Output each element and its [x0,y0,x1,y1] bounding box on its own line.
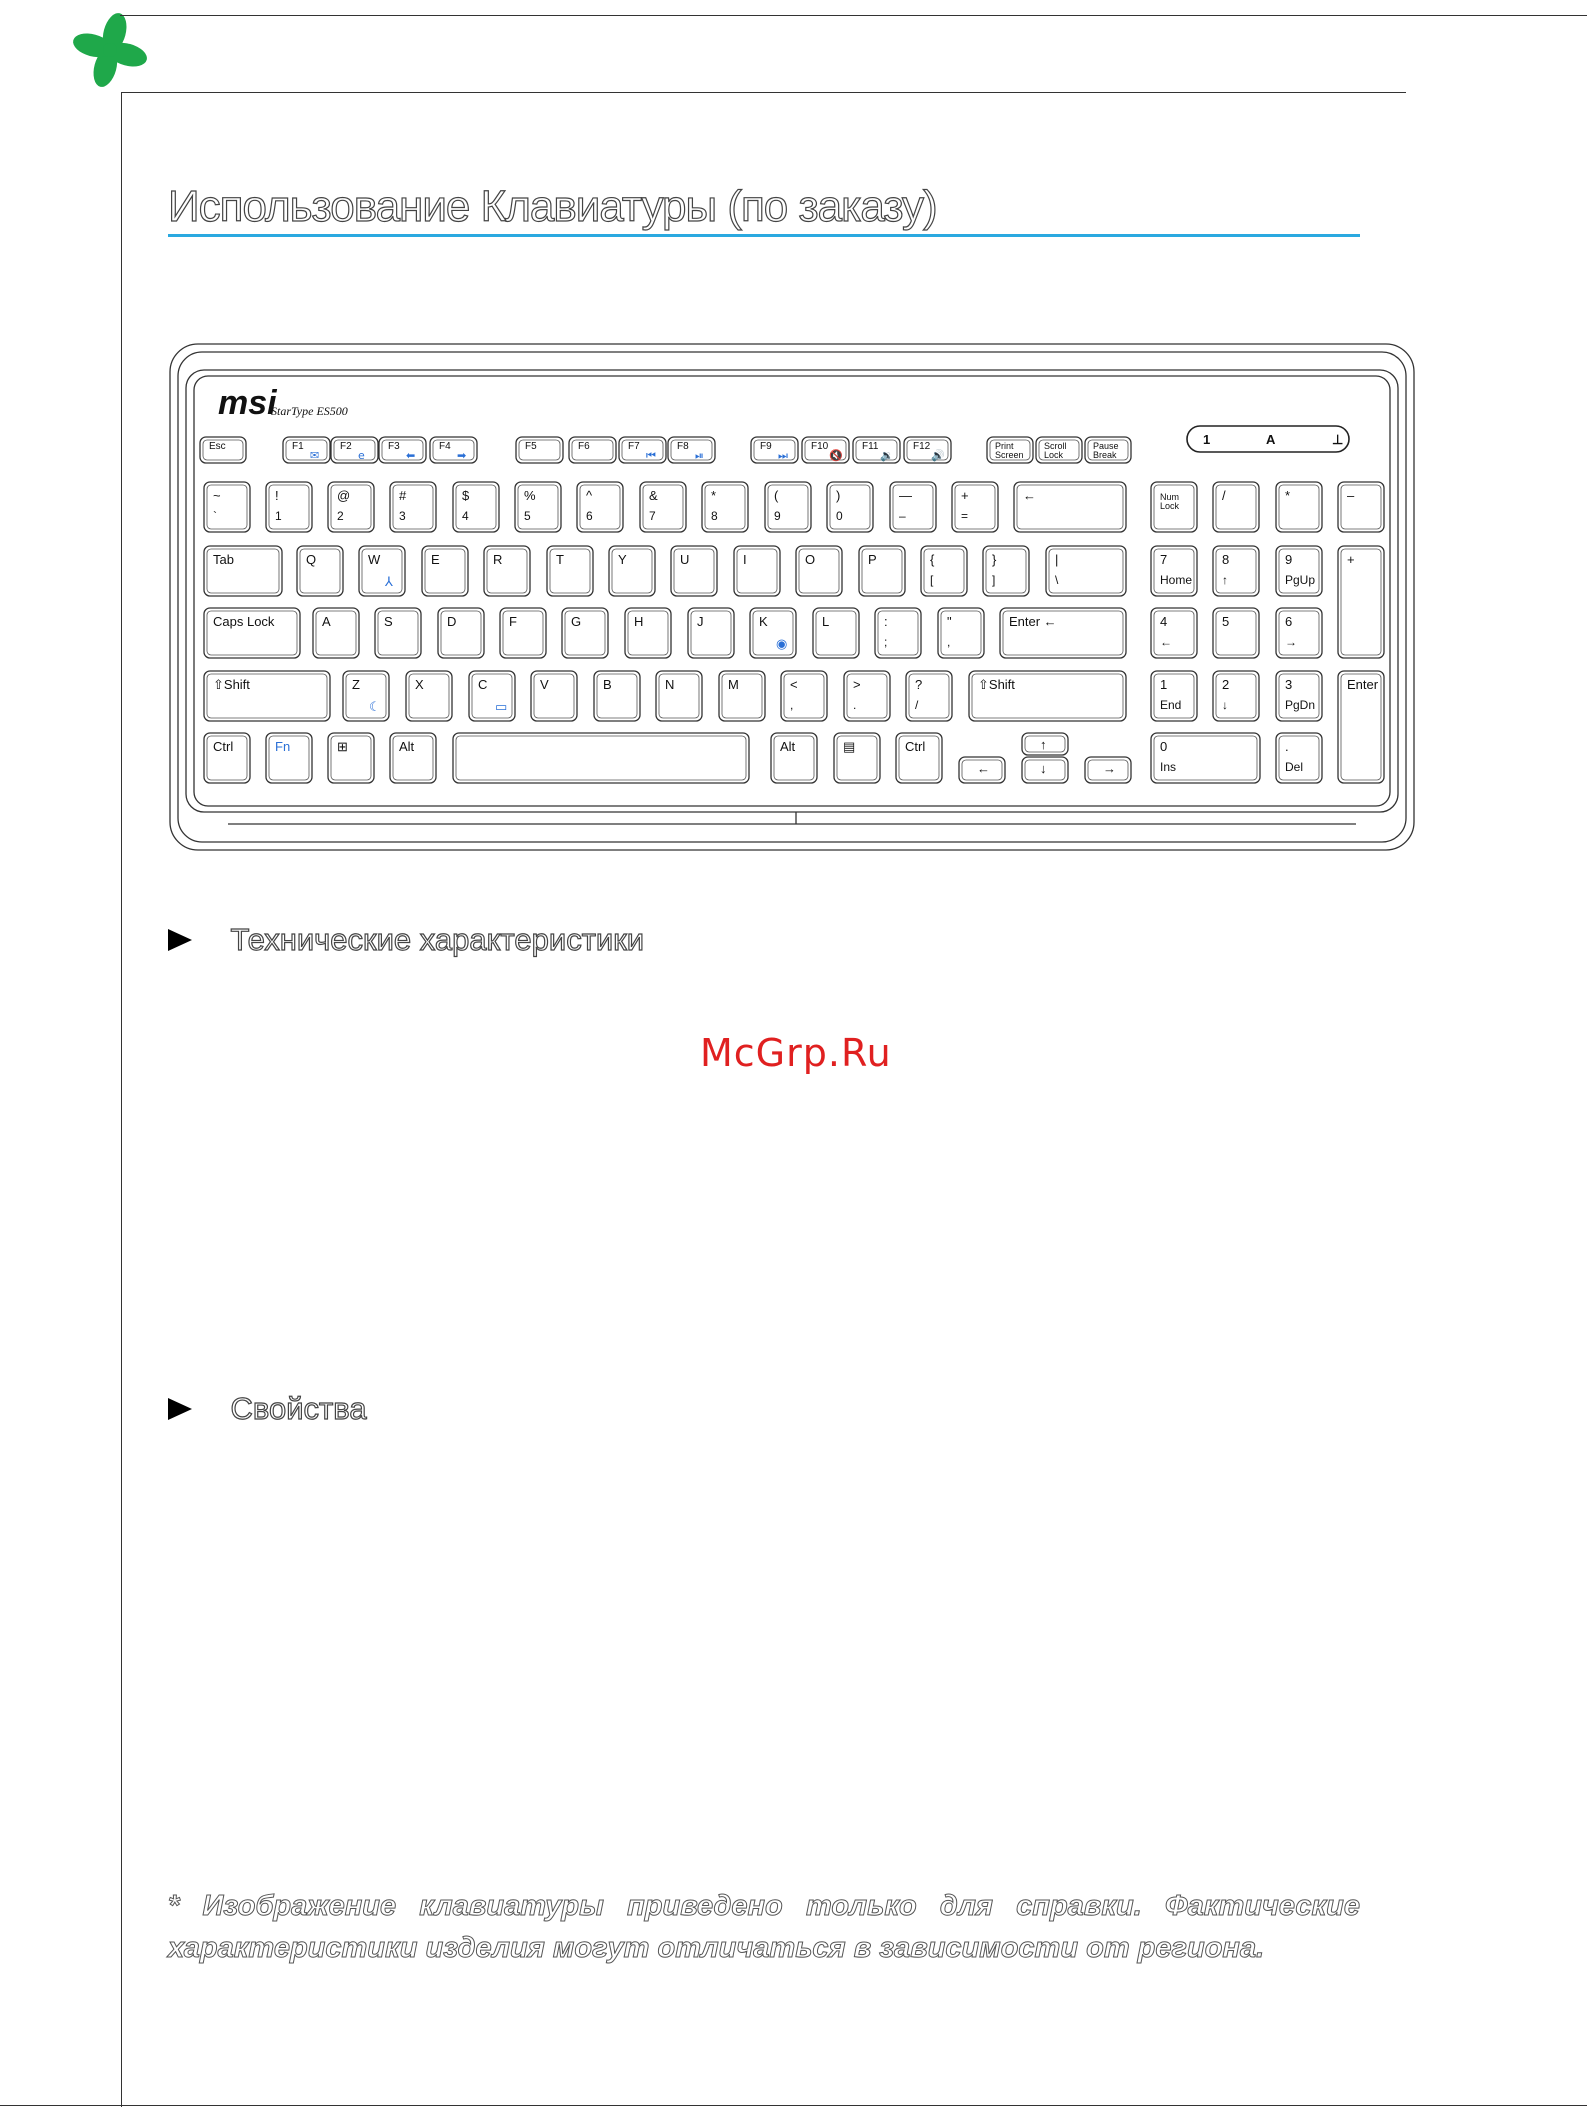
key-label: M [728,677,739,692]
keyboard-key [594,671,640,721]
keyboard-key [469,671,515,721]
keyboard-key [422,546,468,596]
key-label: ⊞ [337,739,348,754]
keyboard-key [983,546,1029,596]
keyboard-key [688,608,734,658]
key-label: + [1347,552,1355,567]
key-sublabel: ← [1160,635,1172,649]
key-function-icon: 🔉 [880,449,894,462]
key-label: Tab [213,552,234,567]
key-sublabel: 8 [711,509,718,523]
key-label: F7 [628,441,640,452]
key-label: " [947,614,952,629]
key-sublabel: ` [213,509,217,523]
key-label: I [743,552,747,567]
key-sublabel: – [899,509,906,523]
key-label: Num [1160,492,1180,502]
keyboard-key [390,482,436,532]
keyboard-key [1022,757,1068,783]
key-label: Print [995,441,1014,451]
key-label: Screen [995,450,1024,460]
key-sublabel: [ [930,573,934,587]
key-label: ) [836,488,841,503]
keyboard-key [515,482,561,532]
key-label: ← [977,761,990,776]
key-sublabel: 3 [399,509,406,523]
key-label: @ [337,488,351,503]
key-label: * [1285,488,1291,503]
keyboard-key [500,608,546,658]
key-label: 9 [1285,552,1293,567]
key-sublabel: 7 [649,509,656,523]
key-label: 6 [1285,614,1293,629]
key-label: S [384,614,393,629]
section-arrow-icon [168,1398,192,1420]
keyboard-illustration [168,342,1416,852]
key-label: F6 [578,441,590,452]
key-label: Enter ← [1009,614,1057,629]
key-label: Y [618,552,627,567]
key-sublabel: End [1160,698,1182,712]
key-sublabel: 1 [275,509,282,523]
key-label: A [322,614,331,629]
key-label: $ [462,488,470,503]
key-label: G [571,614,582,629]
key-label: Ctrl [905,739,926,754]
keyboard-key [1085,437,1131,463]
key-sublabel: 9 [774,509,781,523]
key-label: 8 [1222,552,1230,567]
key-function-icon: 🔇 [829,449,843,462]
keyboard-key [904,437,951,463]
key-function-icon: ☾ [369,700,381,715]
key-label: D [447,614,457,629]
key-label: + [961,488,969,503]
keyboard-key [844,671,890,721]
keyboard-key [438,608,484,658]
keyboard-key [1213,546,1259,596]
key-sublabel: PgDn [1285,698,1316,712]
keyboard-key [859,546,905,596]
key-label: ▤ [843,739,856,754]
key-label: 5 [1222,614,1230,629]
key-label: Caps Lock [213,614,275,629]
key-label: > [853,677,861,692]
key-label: 0 [1160,739,1168,754]
key-label: 7 [1160,552,1168,567]
key-label: – [1347,488,1355,503]
keyboard-key [1151,671,1197,721]
key-label: Scroll [1044,441,1067,451]
keyboard-key [328,482,374,532]
key-label: K [759,614,768,629]
key-label: Fn [275,739,291,754]
key-label: J [697,614,704,629]
keyboard-key [969,671,1126,721]
key-label: Alt [399,739,415,754]
key-label: F1 [292,441,304,452]
keyboard-key [297,546,343,596]
keyboard-key [343,671,389,721]
keyboard-key [1276,733,1322,783]
key-label: Break [1093,450,1117,460]
key-label: : [884,614,888,629]
section-specs-title: Технические характеристики [230,922,645,957]
key-label: ( [774,488,779,503]
keyboard-key [1213,608,1259,658]
key-label: ~ [213,488,221,503]
keyboard-key [406,671,452,721]
key-label: ^ [586,488,593,503]
key-label: — [899,488,912,503]
key-label: U [680,552,690,567]
key-label: F3 [388,441,400,452]
keyboard-key [619,437,666,463]
keyboard-key [890,482,936,532]
key-label: F12 [913,441,931,452]
key-label: % [524,488,536,503]
key-sublabel: , [790,698,794,712]
key-label: R [493,552,503,567]
keyboard-key [204,608,300,658]
key-function-icon: ⅄ [385,575,393,590]
key-label: F4 [439,441,451,452]
key-label: H [634,614,644,629]
key-label: ⇧Shift [213,677,250,692]
key-label: F9 [760,441,772,452]
keyboard-key [802,437,849,463]
key-label: ↑ [1040,737,1047,752]
key-label: 4 [1160,614,1168,629]
section-specs [168,922,644,958]
key-label: → [1103,761,1116,776]
key-label: Esc [209,441,226,452]
keyboard-key [562,608,608,658]
key-function-icon: 🔊 [931,449,945,462]
key-sublabel: → [1285,635,1297,649]
keyboard-key [781,671,827,721]
key-sublabel: = [961,509,969,523]
keyboard-key [1276,482,1322,532]
key-label: ← [1023,488,1036,503]
key-label: E [431,552,440,567]
keyboard-key [875,608,921,658]
key-label: F [509,614,517,629]
keyboard-key [453,482,499,532]
key-label: P [868,552,877,567]
page-title: Использование Клавиатуры (по заказу) [168,182,937,231]
keyboard-key [375,608,421,658]
keyboard-key [1000,608,1126,658]
keyboard-key [827,482,873,532]
keyboard-key [577,482,623,532]
keyboard-key [204,482,250,532]
key-label: L [822,614,830,629]
keyboard-key [569,437,616,463]
key-label: & [649,488,658,503]
keyboard-key [750,608,796,658]
key-label: 1 [1160,677,1168,692]
watermark: McGrp.Ru [700,1031,892,1075]
indicator-label: A [1266,432,1276,447]
keyboard-key [1022,733,1068,755]
key-sublabel: ↓ [1222,698,1228,712]
key-label: { [930,552,935,567]
key-label: 3 [1285,677,1293,692]
keyboard-key [204,546,282,596]
keyboard-key [266,482,312,532]
keyboard-key [906,671,952,721]
keyboard-key [796,546,842,596]
keyboard-key [771,733,817,783]
keyboard-key [719,671,765,721]
keyboard-key [813,608,859,658]
key-label: 2 [1222,677,1230,692]
keyboard-key [453,733,749,783]
key-function-icon: ▭ [495,700,508,715]
header-rule [120,15,1587,16]
key-label: ? [915,677,923,692]
key-label: Lock [1044,450,1064,460]
keyboard-key [1151,608,1197,658]
section-features [168,1391,367,1427]
key-label: Lock [1160,501,1180,511]
clover-logo-icon [62,10,158,90]
key-label: Ctrl [213,739,234,754]
key-label: F8 [677,441,689,452]
key-label: ! [275,488,279,503]
keyboard-key [668,437,715,463]
keyboard-key [625,608,671,658]
key-label: F11 [862,441,879,452]
keyboard-key [1338,482,1384,532]
keyboard-key [1213,671,1259,721]
brand-logo: msi [218,384,277,422]
key-label: Q [306,552,317,567]
keyboard-key [1276,671,1322,721]
key-sublabel: \ [1055,573,1059,587]
key-sublabel: . [853,698,857,712]
key-function-icon: e [358,449,365,462]
keyboard-key [313,608,359,658]
key-function-icon: ⏭ [778,449,788,462]
keyboard-key [484,546,530,596]
keyboard-key [765,482,811,532]
keyboard-key [656,671,702,721]
keyboard-key [204,671,330,721]
keyboard-key [1338,546,1384,658]
key-label: ↓ [1040,761,1047,776]
key-label: # [399,488,407,503]
key-label: Alt [780,739,796,754]
key-label: } [992,552,997,567]
key-label: ⇧Shift [978,677,1015,692]
keyboard-key [200,437,246,463]
section-arrow-icon [168,929,192,951]
keyboard-key [331,437,378,463]
keyboard-key [671,546,717,596]
key-sublabel: 2 [337,509,344,523]
indicator-label: ⊥ [1332,432,1344,447]
key-function-icon: ◉ [776,637,788,652]
keyboard-key [430,437,477,463]
key-label: F5 [525,441,537,452]
keyboard-key [531,671,577,721]
key-sublabel: 0 [836,509,843,523]
keyboard-key [702,482,748,532]
key-label: Z [352,677,360,692]
key-label: B [603,677,612,692]
key-function-icon: ✉ [310,449,320,462]
key-sublabel: ] [992,573,996,587]
keyboard-key [1014,482,1126,532]
key-sublabel: 6 [586,509,593,523]
key-sublabel: Home [1160,573,1193,587]
keyboard-key [516,437,563,463]
title-underline [168,234,1360,237]
key-label: O [805,552,816,567]
keyboard-key [896,733,942,783]
keyboard-key [1338,671,1384,783]
key-label: X [415,677,424,692]
keyboard-key [1151,733,1260,783]
keyboard-key [283,437,330,463]
keyboard-key [640,482,686,532]
keyboard-key [1046,546,1126,596]
key-label: V [540,677,549,692]
keyboard-key [1151,546,1197,596]
keyboard-key [1276,546,1322,596]
key-label: F10 [811,441,829,452]
key-label: C [478,677,488,692]
key-sublabel: PgUp [1285,573,1316,587]
model-name: StarType ES500 [271,404,348,418]
keyboard-key [609,546,655,596]
key-sublabel: 4 [462,509,469,523]
key-sublabel: / [915,698,919,712]
keyboard-key [379,437,426,463]
keyboard-key [938,608,984,658]
key-sublabel: 5 [524,509,531,523]
keyboard-key [1276,608,1322,658]
key-sublabel: ↑ [1222,573,1228,587]
keyboard-key [959,757,1005,783]
keyboard-key [987,437,1033,463]
key-sublabel: ; [884,635,888,649]
keyboard-key [204,733,250,783]
keyboard-key [853,437,900,463]
key-function-icon: ⬅ [406,449,416,462]
keyboard-key [1151,482,1197,532]
keyboard-key [359,546,405,596]
key-label: Enter [1347,677,1379,692]
indicator-labels [1203,432,1343,447]
keyboard-key [328,733,374,783]
key-label: Pause [1093,441,1119,451]
page-bottom-rule [0,2105,1587,2106]
content-top-rule [121,92,1406,93]
keyboard-key [266,733,312,783]
key-label: T [556,552,564,567]
key-grid [200,437,1384,783]
keyboard-key [751,437,798,463]
key-label: F2 [340,441,352,452]
keyboard-key [1213,482,1259,532]
key-sublabel: Del [1285,760,1304,774]
key-label: / [1222,488,1226,503]
key-label: . [1285,739,1289,754]
key-function-icon: ⏮ [646,449,656,462]
key-function-icon: ⏯ [695,449,704,462]
key-label: N [665,677,675,692]
content-left-rule [121,92,122,2107]
key-label: W [368,552,381,567]
key-sublabel: Ins [1160,760,1177,774]
key-label: | [1055,552,1059,567]
keyboard-key [547,546,593,596]
indicator-label: 1 [1203,432,1211,447]
keyboard-key [734,546,780,596]
footnote: * Изображение клавиатуры приведено только для справки. Фактические характеристики изделия могут отличаться в зависимости от региона. [168,1890,1360,1964]
keyboard-key [952,482,998,532]
key-function-icon: ➡ [457,449,467,462]
keyboard-key [834,733,880,783]
key-label: * [711,488,717,503]
keyboard-key [921,546,967,596]
keyboard-key [1085,757,1131,783]
key-label: < [790,677,798,692]
key-sublabel: , [947,635,951,649]
section-features-title: Свойства [230,1391,367,1426]
keyboard-key [1036,437,1082,463]
keyboard-key [390,733,436,783]
